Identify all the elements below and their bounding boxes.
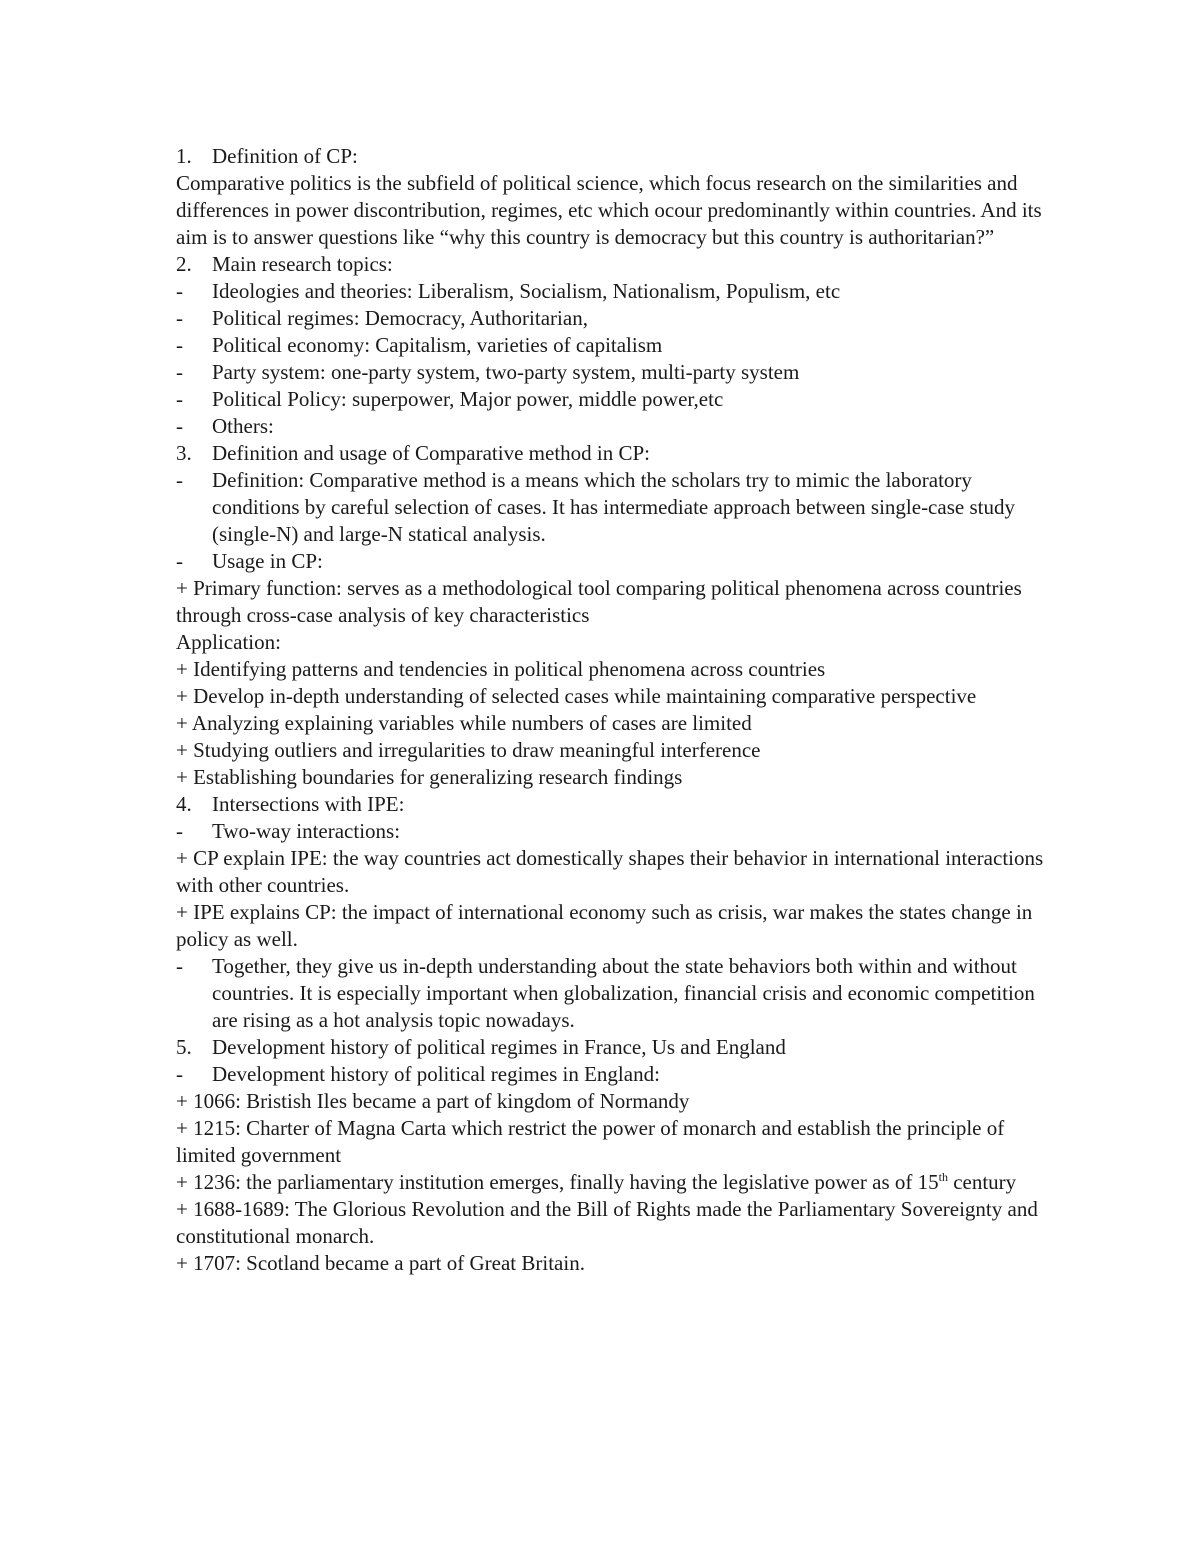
line-text (176, 818, 1056, 845)
document-body (176, 143, 1056, 1277)
dash-list-item (176, 467, 1056, 548)
text-run: Comparative politics is the subfield of political science, which focus research on the similarities and differences in power discontribution, regimes, etc which ocour predominantly within countries. And its aim is to answer questions like “why this country is democracy but this country is authoritarian?” (176, 171, 1042, 249)
text-run: + 1236: the parliamentary institution emerges, finally having the legislative power as of 15 (176, 1170, 939, 1194)
list-marker: - (176, 1062, 183, 1086)
text-run: + 1215: Charter of Magna Carta which restrict the power of monarch and establish the principle of limited government (176, 1116, 1005, 1167)
paragraph-line (176, 656, 1056, 683)
paragraph-line (176, 170, 1056, 251)
line-text (176, 711, 752, 735)
line-text (176, 791, 1056, 818)
text-run: + IPE explains CP: the impact of international economy such as crisis, war makes the states change in policy as well. (176, 900, 1033, 951)
dash-list-item (176, 548, 1056, 575)
line-text (176, 332, 1056, 359)
line-text (176, 305, 1056, 332)
list-marker: - (176, 414, 183, 438)
line-text (176, 1034, 1056, 1061)
paragraph-line (176, 899, 1056, 953)
paragraph-line (176, 737, 1056, 764)
text-run: + Studying outliers and irregularities to draw meaningful interference (176, 738, 761, 762)
line-text (176, 440, 1056, 467)
text-run: Political Policy: superpower, Major power, middle power,etc (212, 387, 724, 411)
line-text (176, 467, 1056, 548)
superscript: th (938, 1170, 948, 1184)
dash-list-item (176, 305, 1056, 332)
text-run: Together, they give us in-depth understanding about the state behaviors both within and without countries. It is especially important when globalization, financial crisis and economic competition are rising as a hot analysis topic nowadays. (212, 954, 1035, 1032)
numbered-heading (176, 1034, 1056, 1061)
text-run: Others: (212, 414, 274, 438)
line-text (176, 386, 1056, 413)
paragraph-line (176, 764, 1056, 791)
line-text (176, 846, 1043, 897)
list-marker: 1. (176, 144, 192, 168)
paragraph-line (176, 1115, 1056, 1169)
dash-list-item (176, 1061, 1056, 1088)
paragraph-line (176, 1196, 1056, 1250)
dash-list-item (176, 386, 1056, 413)
paragraph-line (176, 683, 1056, 710)
text-run: + Analyzing explaining variables while numbers of cases are limited (176, 711, 752, 735)
line-text (176, 413, 1056, 440)
text-run: Political regimes: Democracy, Authoritarian, (212, 306, 588, 330)
list-marker: - (176, 387, 183, 411)
list-marker: - (176, 819, 183, 843)
paragraph-line (176, 1088, 1056, 1115)
numbered-heading (176, 143, 1056, 170)
text-run-tail: century (947, 1170, 1017, 1194)
list-marker: - (176, 306, 183, 330)
list-marker: - (176, 549, 183, 573)
text-run: Definition: Comparative method is a means which the scholars try to mimic the laboratory conditions by careful selection of cases. It has intermediate approach between single-case study (single-N) and large-N statical analysis. (212, 468, 1015, 546)
list-marker: 2. (176, 252, 192, 276)
line-text (176, 251, 1056, 278)
text-run: Development history of political regimes in France, Us and England (212, 1035, 786, 1059)
line-text (176, 359, 1056, 386)
list-marker: 3. (176, 441, 192, 465)
dash-list-item (176, 413, 1056, 440)
list-marker: - (176, 954, 183, 978)
line-text (176, 900, 1032, 951)
line-text (176, 657, 825, 681)
text-run: Application: (176, 630, 281, 654)
line-text (176, 1170, 1016, 1194)
line-text (176, 1061, 1056, 1088)
paragraph-line (176, 1250, 1056, 1277)
list-marker: - (176, 279, 183, 303)
text-run: Intersections with IPE: (212, 792, 405, 816)
text-run: + 1707: Scotland became a part of Great Britain. (176, 1251, 585, 1275)
paragraph-line (176, 575, 1056, 629)
dash-list-item (176, 953, 1056, 1034)
dash-list-item (176, 359, 1056, 386)
line-text (176, 1251, 585, 1275)
text-run: Ideologies and theories: Liberalism, Socialism, Nationalism, Populism, etc (212, 279, 841, 303)
text-run: Political economy: Capitalism, varieties of capitalism (212, 333, 663, 357)
list-marker: - (176, 333, 183, 357)
paragraph-line (176, 710, 1056, 737)
line-text (176, 143, 1056, 170)
text-run: + Primary function: serves as a methodological tool comparing political phenomena across countries through cross-case analysis of key characteristics (176, 576, 1022, 627)
numbered-heading (176, 251, 1056, 278)
dash-list-item (176, 332, 1056, 359)
text-run: Development history of political regimes in England: (212, 1062, 660, 1086)
line-text (176, 738, 761, 762)
text-run: Two-way interactions: (212, 819, 401, 843)
text-run: Party system: one-party system, two-party system, multi-party system (212, 360, 800, 384)
list-marker: 5. (176, 1035, 192, 1059)
list-marker: 4. (176, 792, 192, 816)
line-text (176, 953, 1056, 1034)
list-marker: - (176, 360, 183, 384)
text-run: Definition of CP: (212, 144, 358, 168)
text-run: Definition and usage of Comparative method in CP: (212, 441, 651, 465)
text-run: + Establishing boundaries for generalizing research findings (176, 765, 683, 789)
text-run: + 1688-1689: The Glorious Revolution and the Bill of Rights made the Parliamentary Sovereignty and constitutional monarch. (176, 1197, 1038, 1248)
text-run: + 1066: Bristish Iles became a part of kingdom of Normandy (176, 1089, 690, 1113)
text-run: Usage in CP: (212, 549, 323, 573)
numbered-heading (176, 440, 1056, 467)
line-text (176, 1197, 1038, 1248)
line-text (176, 1089, 689, 1113)
text-run: + Develop in-depth understanding of selected cases while maintaining comparative perspective (176, 684, 977, 708)
line-text (176, 171, 1042, 249)
line-text (176, 1116, 1004, 1167)
text-run: Main research topics: (212, 252, 393, 276)
line-text (176, 765, 682, 789)
numbered-heading (176, 791, 1056, 818)
text-run: + CP explain IPE: the way countries act domestically shapes their behavior in international interactions with other countries. (176, 846, 1044, 897)
line-text (176, 630, 281, 654)
paragraph-line (176, 629, 1056, 656)
line-text (176, 684, 976, 708)
paragraph-line (176, 845, 1056, 899)
dash-list-item (176, 818, 1056, 845)
line-text (176, 278, 1056, 305)
line-text (176, 576, 1022, 627)
line-text (176, 548, 1056, 575)
paragraph-line (176, 1169, 1056, 1196)
list-marker: - (176, 468, 183, 492)
dash-list-item (176, 278, 1056, 305)
text-run: + Identifying patterns and tendencies in political phenomena across countries (176, 657, 826, 681)
